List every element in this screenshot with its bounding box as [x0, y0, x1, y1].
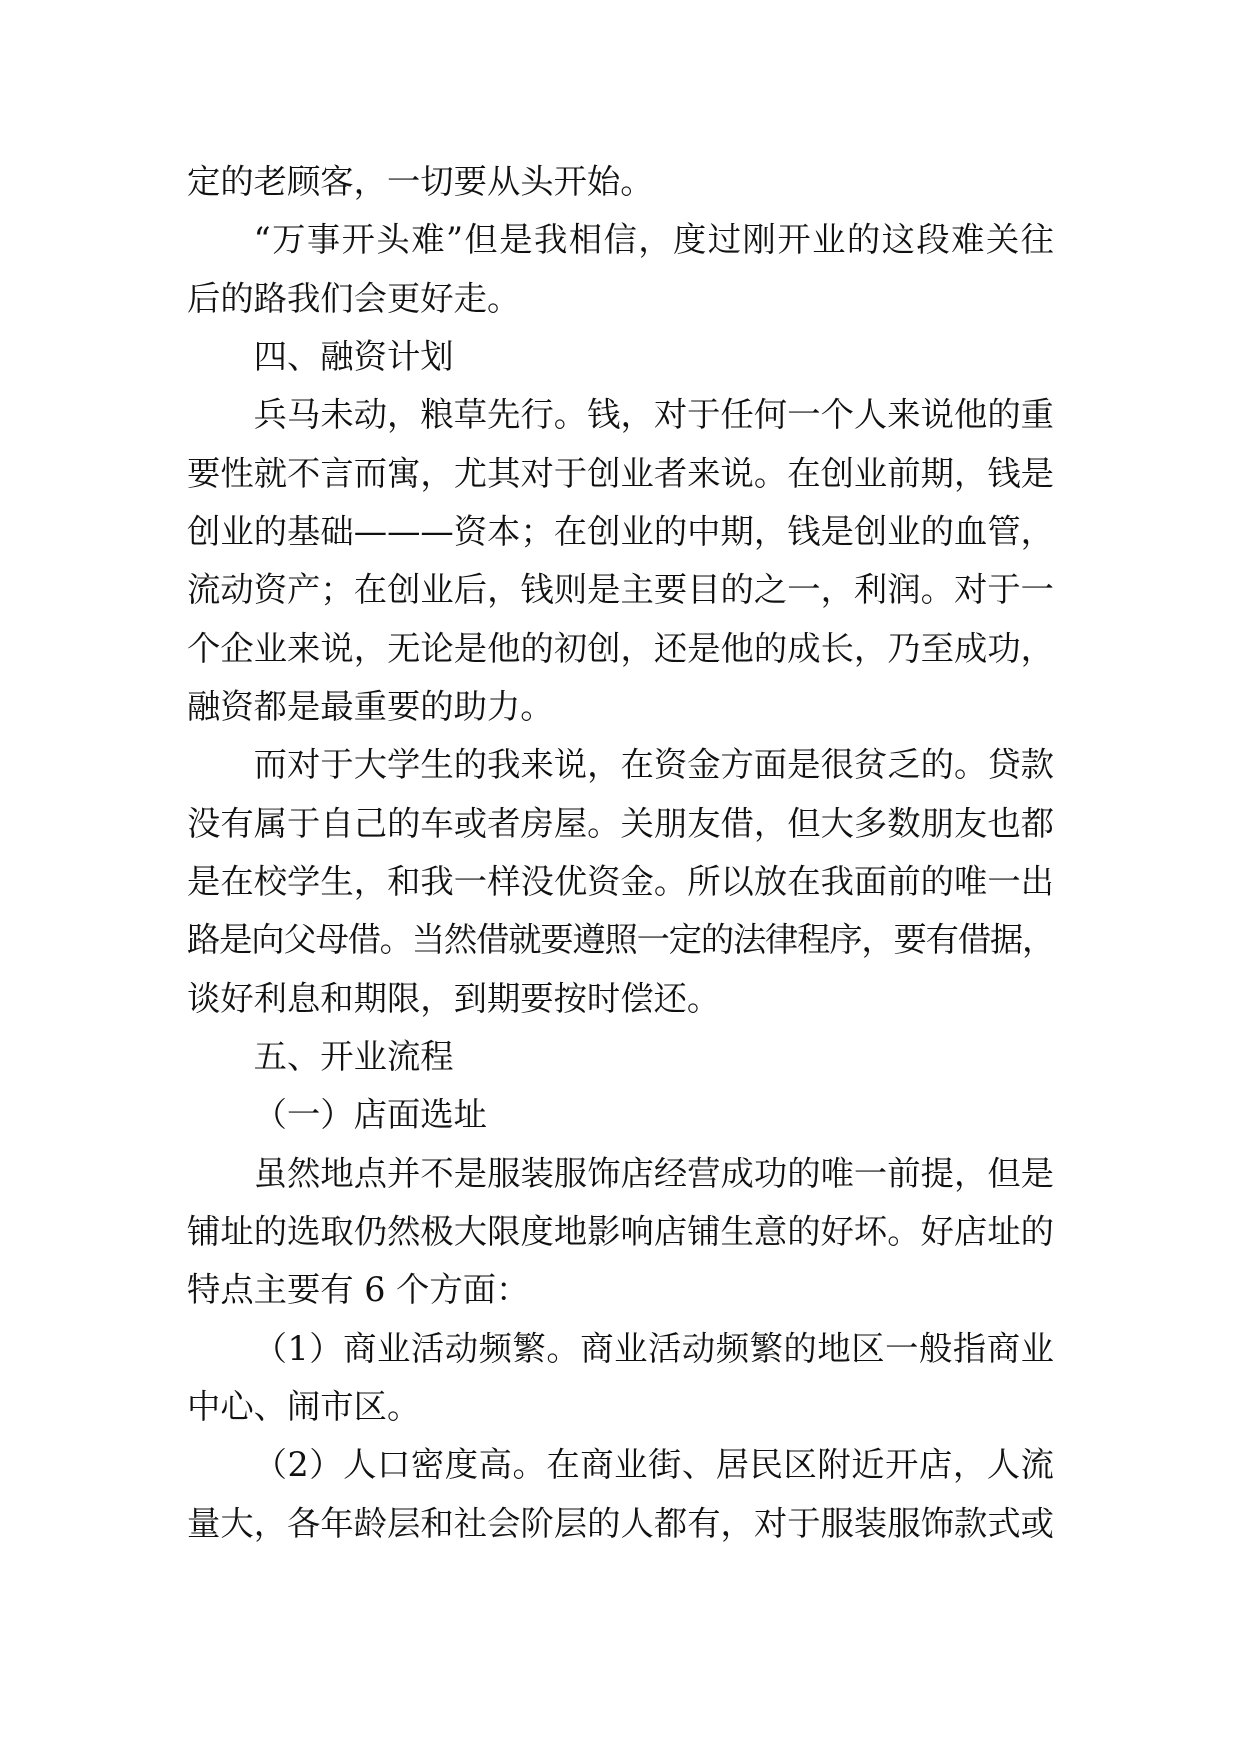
text-line: 定的老顾客，一切要从头开始。	[187, 162, 654, 201]
text-line: 要性就不言而寓，尤其对于创业者来说。在创业前期，钱是	[187, 453, 1054, 493]
text-line: 而对于大学生的我来说，在资金方面是很贫乏的。贷款	[253, 745, 1054, 785]
text-line: 融资都是最重要的助力。	[187, 686, 554, 726]
text-line: 虽然地点并不是服装服饰店经营成功的唯一前提，但是	[253, 1153, 1054, 1193]
text-line: 创业的基础———资本；在创业的中期，钱是创业的血管，	[187, 511, 1054, 551]
text-line: 路是向父母借。当然借就要遵照一定的法律程序，要有借据，	[187, 920, 1054, 960]
section-heading	[187, 1028, 1054, 1086]
list-item	[187, 1436, 1054, 1553]
text-line: 量大，各年龄层和社会阶层的人都有，对于服装服饰款式或	[187, 1503, 1054, 1543]
text-line: 中心、闹市区。	[187, 1386, 421, 1426]
section-heading	[187, 328, 1054, 386]
list-item	[187, 1320, 1054, 1437]
heading-line: 五、开业流程	[253, 1036, 454, 1076]
text-line: 兵马未动，粮草先行。钱，对于任何一个人来说他的重	[253, 395, 1054, 435]
heading-line: 四、融资计划	[253, 336, 454, 376]
text-line: 流动资产；在创业后，钱则是主要目的之一，利润。对于一	[187, 570, 1054, 610]
paragraph	[187, 211, 1054, 328]
text-line: 是在校学生，和我一样没优资金。所以放在我面前的唯一出	[187, 861, 1054, 901]
text-line: 铺址的选取仍然极大限度地影响店铺生意的好坏。好店址的	[187, 1211, 1054, 1251]
text-line: 后的路我们会更好走。	[187, 278, 521, 318]
text-line: 谈好利息和期限，到期要按时偿还。	[187, 978, 721, 1018]
paragraph	[187, 736, 1054, 1028]
paragraph	[187, 153, 1054, 211]
text-line: 特点主要有 6 个方面：	[187, 1270, 530, 1310]
text-line: 个企业来说，无论是他的初创，还是他的成长，乃至成功，	[187, 628, 1054, 668]
text-line: “万事开头难”但是我相信，度过刚开业的这段难关往	[253, 220, 1054, 260]
paragraph	[187, 386, 1054, 736]
text-line: 没有属于自己的车或者房屋。关朋友借，但大多数朋友也都	[187, 803, 1054, 843]
paragraph	[187, 1145, 1054, 1320]
text-line: （2）人口密度高。在商业街、居民区附近开店，人流	[253, 1445, 1054, 1485]
text-line: （1）商业活动频繁。商业活动频繁的地区一般指商业	[253, 1328, 1054, 1368]
body-text	[187, 153, 1054, 1553]
heading-line: （一）店面选址	[253, 1095, 487, 1135]
subsection-heading	[187, 1086, 1054, 1144]
